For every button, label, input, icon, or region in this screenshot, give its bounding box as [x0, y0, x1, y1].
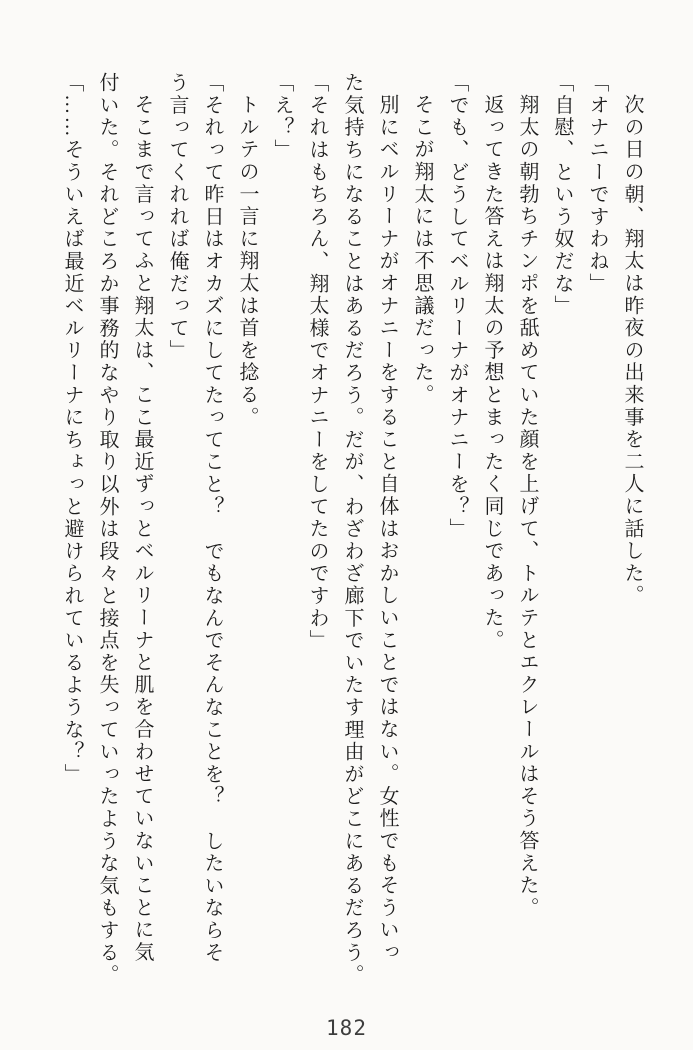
text-line: 「え？」	[271, 72, 293, 162]
text-line: 次の日の朝、翔太は昨夜の出来事を二人に話した。	[621, 94, 643, 607]
vertical-text-block	[54, 72, 649, 1024]
text-line: 「それはもちろん、翔太様でオナニーをしてたのですわ」	[306, 72, 328, 652]
text-line: 「でも、どうしてベルリーナがオナニーを？」	[446, 72, 468, 541]
text-line: そこが翔太には不思議だった。	[411, 94, 433, 407]
text-line: 翔太の朝勃ちチンポを舐めていた顔を上げて、トルテとエクレールはそう答えた。	[516, 94, 538, 920]
text-line: 「それって昨日はオカズにしてたってこと？ でもなんでそんなことを？ したいならそ	[201, 72, 223, 964]
text-line: 別にベルリーナがオナニーをすること自体はおかしいことではない。女性でもそういっ	[376, 94, 398, 964]
text-line: そこまで言ってふと翔太は、ここ最近ずっとベルリーナと肌を合わせていないことに気	[131, 94, 153, 964]
text-line: う言ってくれれば俺だって」	[166, 72, 188, 362]
text-line: 「オナニーですわね」	[586, 72, 608, 295]
text-line: 付いた。それどころか事務的なやり取り以外は段々と接点を失っていったような気もする。	[96, 72, 118, 987]
text-line: 返ってきた答えは翔太の予想とまったく同じであった。	[481, 94, 503, 652]
text-line: た気持ちになることはあるだろう。だが、わざわざ廊下でいたす理由がどこにあるだろう。	[341, 72, 363, 987]
text-line: 「自慰、という奴だな」	[551, 72, 573, 318]
text-line: 「……そういえば最近ベルリーナにちょっと避けられているような？」	[61, 72, 83, 786]
text-line: トルテの一言に翔太は首を捻る。	[236, 94, 258, 429]
page-number: 182	[326, 1016, 367, 1040]
